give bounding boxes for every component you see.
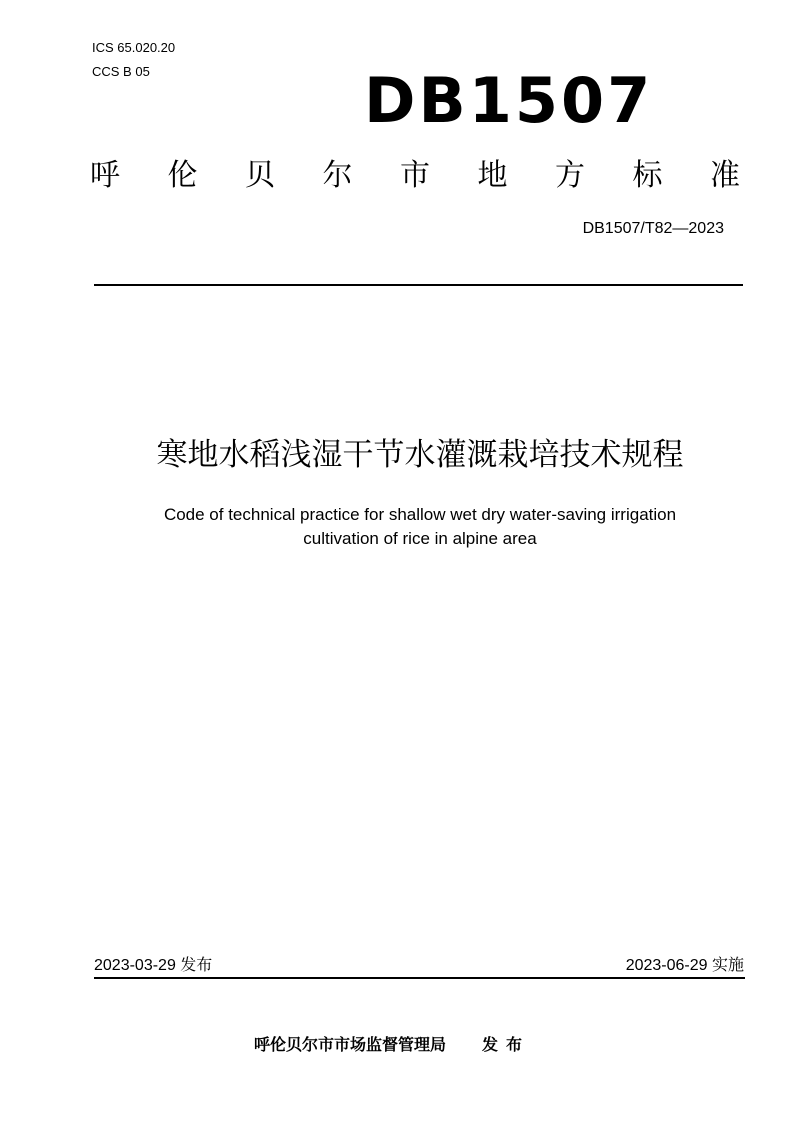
standard-type-char: 准 [710,158,740,193]
document-title-en-line: Code of technical practice for shallow wet dry water-saving irrigation [163,505,677,524]
ics-code: ICS 65.020.20 [92,40,176,55]
standard-type-char: 地 [477,158,508,193]
ccs-code: CCS B 05 [92,64,150,79]
standard-type-char: 伦 [167,158,198,193]
bottom-divider [94,977,745,979]
standard-type-char: 呼 [90,158,120,193]
db-standard-logo: DB1507 [364,64,654,137]
document-title-en-line: cultivation of rice in alpine area [303,529,537,548]
standard-type-char: 尔 [322,158,353,193]
top-divider [94,284,743,286]
publisher-line [254,1034,530,1056]
standard-number: DB1507/T82—2023 [582,220,724,237]
standard-type-char: 市 [400,158,430,193]
standard-type-char: 标 [632,158,663,193]
publisher-name: 呼伦贝尔市市场监督管理局 [254,1035,447,1054]
implementation-date: 2023-06-29 实施 [625,957,744,974]
standard-type-char: 方 [555,158,585,193]
document-title-zh: 寒地水稻浅湿干节水灌溉栽培技术规程 [156,437,684,473]
standard-type-char: 贝 [245,158,275,193]
document-title-en [80,503,760,551]
publisher-action: 发布 [482,1035,531,1054]
standard-type-heading [90,156,740,196]
issue-date: 2023-03-29 发布 [94,957,213,974]
